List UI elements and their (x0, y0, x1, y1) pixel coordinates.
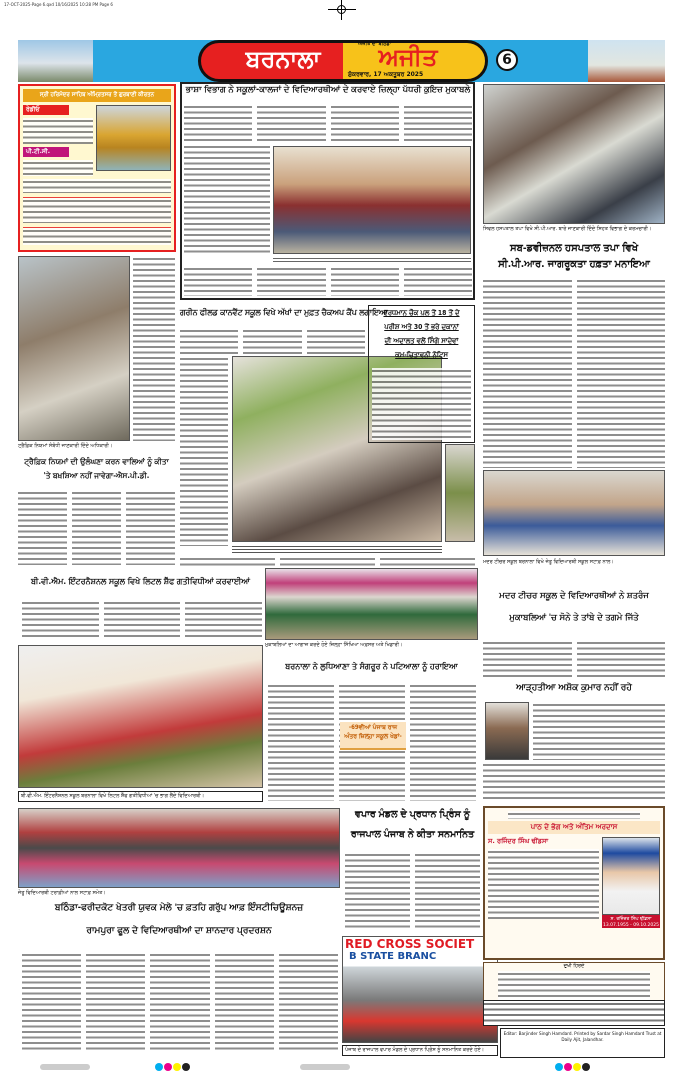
chess-photo (483, 470, 665, 556)
mourners-label: ਦੁਖੀ ਹਿਰਦੇ (563, 963, 585, 969)
shops-headline-3: ਦੀ ਅਦਾਲਤ ਵਲੋਂ ਸਿੰਗੇ ਸਾਦੇਵਾਂ (384, 337, 459, 345)
quiz-headline: ਭਾਸ਼ਾ ਵਿਭਾਗ ਨੇ ਸਕੂਲਾਂ-ਕਾਲਜਾਂ ਦੇ ਵਿਦਿਆਰਥੀਆਂ ਦੇ ਕਰਵਾਏ ਜ਼ਿਲ੍ਹਾ ਪੱਧਰੀ ਕੁਇਜ਼ ਮੁਕਾਬਲੇ (185, 85, 471, 95)
tower-photo (588, 40, 665, 82)
gurbani-title: ਸ੍ਰੀ ਹਰਿਮੰਦਰ ਸਾਹਿਬ ਅੰਮ੍ਰਿਤਸਰ ਤੋਂ ਗੁਰਬਾਣੀ ਕੀਰਤਨ (23, 89, 171, 102)
traffic-headline-2: 'ਤੇ ਬਖ਼ਸ਼ਿਆ ਨਹੀਂ ਜਾਵੇਗਾ-ਐਸ.ਪੀ.ਡੀ. (43, 471, 150, 480)
eye-camp-photo-2 (445, 444, 475, 542)
football-caption: ਮੁਕਾਬਲਿਆਂ ਦਾ ਆਗਾਜ਼ ਕਰਦੇ ਹੋਏ ਜ਼ਿਲ੍ਹਾ ਸਿੱਖਿਆ ਅਫ਼ਸਰ ਅਤੇ ਖਿਡਾਰੀ। (265, 642, 403, 648)
ad-photo-label: ਸ. ਰਜਿੰਦਰ ਸਿੰਘ ਢੀਂਡਸਾ (602, 915, 660, 923)
red-cross-photo (342, 936, 498, 1043)
shops-headline-2: ਪਰੀਸ਼ ਅਤੇ 30 ਤੋਂ ਭਰੇ ਦੁਕਾਨਾਂ (384, 323, 459, 331)
bvm-photo (18, 645, 263, 788)
cpr-headline-1: ਸਬ-ਡਵੀਜ਼ਨਲ ਹਸਪਤਾਲ ਤਪਾ ਵਿਖੇ (509, 243, 639, 254)
masthead-city: ਬਰਨਾਲਾ (245, 45, 321, 73)
masthead-date: ਸ਼ੁੱਕਰਵਾਰ, 17 ਅਕਤੂਬਰ 2025 (348, 71, 424, 78)
ad-portrait (602, 837, 660, 915)
traffic-photo (18, 256, 130, 441)
youth-fest-headline-2: ਰਾਮਪੁਰਾ ਫੂਲ ਦੇ ਵਿਦਿਆਰਥੀਆਂ ਦਾ ਸ਼ਾਨਦਾਰ ਪ੍ਰਦਰਸ਼ਨ (86, 926, 272, 936)
color-registration-bar (0, 1062, 677, 1072)
shops-headline-1: ਵਰਧਮਾਨ ਚੌਕ ਪੁਲ ਤੋਂ 18 ਤੋਂ ਦੇ (383, 309, 460, 317)
chess-caption: ਮਦਰ ਟੀਚਰ ਸਕੂਲ ਬਰਨਾਲਾ ਵਿਖੇ ਜੇਤੂ ਵਿਦਿਆਰਥੀ ਸਕੂਲ ਸਟਾਫ਼ ਨਾਲ। (483, 559, 614, 565)
bvm-caption: ਬੀ.ਵੀ.ਐਮ. ਇੰਟਰਨੈਸ਼ਨਲ ਸਕੂਲ ਬਰਨਾਲਾ ਵਿਖੇ ਲਿਟਲ ਸ਼ੈੱਫ ਗਤੀਵਿਧੀਆਂ 'ਚ ਭਾਗ ਲੈਂਦੇ ਵਿਦਿਆਰਥੀ। (18, 791, 263, 802)
inset-line-2: ਅੰਤਰ ਜ਼ਿਲ੍ਹਾ ਸਕੂਲ ਖੇਡਾਂ- (344, 732, 402, 740)
shops-headline-4: ਕਮ-ਚਿਤਾਵਨੀ ਨੋਟਿਸ (395, 351, 448, 359)
chess-headline-1: ਮਦਰ ਟੀਚਰ ਸਕੂਲ ਦੇ ਵਿਦਿਆਰਥੀਆਂ ਨੇ ਸ਼ਤਰੰਜ (499, 591, 649, 601)
traffic-caption: ਟ੍ਰੈਫ਼ਿਕ ਨਿਯਮਾਂ ਸੰਬੰਧੀ ਜਾਣਕਾਰੀ ਦਿੰਦੇ ਅਧਿਕਾਰੀ। (18, 443, 113, 449)
cpr-headline-2: ਸੀ.ਪੀ.ਆਰ. ਜਾਗਰੂਕਤਾ ਹਫ਼ਤਾ ਮਨਾਇਆ (498, 259, 650, 270)
inter-district-games-box (340, 722, 406, 750)
quiz-photo (273, 146, 471, 254)
ad-dates: 13.07.1955 - 09.10.2025 (602, 923, 659, 928)
gurbani-box (18, 84, 176, 252)
ptc-label: ਪੀ.ਟੀ.ਸੀ. (23, 147, 69, 157)
golden-temple-photo (96, 105, 171, 171)
masthead-paper: ਅਜੀਤ (378, 43, 438, 71)
football-team-photo (265, 568, 478, 640)
ashok-kumar-photo (485, 702, 529, 760)
youth-fest-photo (18, 808, 340, 888)
vapar-caption: ਪੰਜਾਬ ਦੇ ਰਾਜਪਾਲ ਵਪਾਰ ਮੰਡਲ ਦੇ ਪ੍ਰਧਾਨ ਪ੍ਰਿੰਸ ਨੂੰ ਸਨਮਾਨਿਤ ਕਰਦੇ ਹੋਏ। (342, 1045, 498, 1056)
registration-mark-icon (328, 0, 356, 20)
bvm-headline: ਬੀ.ਵੀ.ਐਮ. ਇੰਟਰਨੈਸ਼ਨਲ ਸਕੂਲ ਵਿਖੇ ਲਿਟਲ ਸ਼ੈੱਫ ਗਤੀਵਿਧੀਆਂ ਕਰਵਾਈਆਂ (30, 577, 251, 586)
traffic-headline-1: ਟ੍ਰੈਫ਼ਿਕ ਨਿਯਮਾਂ ਦੀ ਉਲੰਘਣਾ ਕਰਨ ਵਾਲਿਆਂ ਨੂੰ ਕੀਤਾ (24, 457, 169, 466)
vapar-headline-1: ਵਪਾਰ ਮੰਡਲ ਦੇ ਪ੍ਰਧਾਨ ਪ੍ਰਿੰਸ ਨੂੰ (355, 809, 470, 820)
banner-text-2: B STATE BRANC (349, 951, 437, 962)
chess-headline-2: ਮੁਕਾਬਲਿਆਂ 'ਚ ਸੋਨੇ ਤੇ ਤਾਂਬੇ ਦੇ ਤਗਮੇ ਜਿੱਤੇ (509, 613, 639, 623)
imprint (500, 1028, 665, 1058)
eye-camp-headline: ਗਰੀਨ ਫੀਲਡ ਕਾਨਵੈਂਟ ਸਕੂਲ ਵਿਖੇ ਅੱਖਾਂ ਦਾ ਮੁਫ਼ਤ ਚੈਕਅਪ ਕੈਂਪ ਲਗਾਇਆ (180, 308, 388, 317)
football-headline: ਬਰਨਾਲਾ ਨੇ ਲੁਧਿਆਣਾ ਤੇ ਸੰਗਰੂਰ ਨੇ ਪਟਿਆਲਾ ਨੂੰ ਹਰਾਇਆ (285, 662, 458, 671)
banner-text-1: RED CROSS SOCIET (345, 937, 475, 951)
inset-line-1: -69ਵੀਆਂ ਪੰਜਾਬ ਰਾਜ (348, 724, 398, 731)
ad-title: ਪਾਠ ਦੇ ਭੋਗ ਅਤੇ ਅੰਤਿਮ ਅਰਦਾਸ (488, 821, 660, 834)
cpr-photo (483, 84, 665, 224)
youth-fest-headline-1: ਬਠਿੰਡਾ-ਫਰੀਦਕੋਟ ਖੇਤਰੀ ਯੁਵਕ ਮੇਲੇ 'ਚ ਫ਼ਤਹਿ ਗਰੁੱਪ ਆਫ਼ ਇੰਸਟੀਚਿਊਸ਼ਨਜ਼ (54, 903, 304, 913)
print-slug: 17-OCT-2025-Page 6.qxd 10/16/2025 10:28 PM Page 6 (4, 2, 113, 7)
masthead-tagline: ਅਜੀਤ ਦਾ ਬਠਿੰਡਾ (358, 41, 392, 47)
gurdwara-photo (18, 40, 93, 82)
youth-fest-caption: ਜੇਤੂ ਵਿਦਿਆਰਥੀ ਟਰਾਫ਼ੀਆਂ ਨਾਲ ਸਟਾਫ਼ ਸਮੇਤ। (18, 890, 106, 896)
page-number: 6 (496, 49, 518, 71)
memorial-ad (483, 806, 665, 960)
imprint-text: Editor: Barjinder Singh Hamdard. Printed by Sardar Singh Hamdard Trust at Daily Ajit, Jalandhar. (503, 1031, 662, 1042)
cpr-caption: ਸਿਵਲ ਹਸਪਤਾਲ ਤਪਾ ਵਿਖੇ ਸੀ.ਪੀ.ਆਰ. ਬਾਰੇ ਜਾਣਕਾਰੀ ਦਿੰਦੇ ਸਿਹਤ ਵਿਭਾਗ ਦੇ ਕਰਮਚਾਰੀ। (483, 226, 652, 232)
masthead (18, 40, 665, 82)
radio-label: ਰੇਡੀਓ (23, 105, 69, 115)
obituary-headline: ਆੜ੍ਹਤੀਆ ਅਸ਼ੋਕ ਕੁਮਾਰ ਨਹੀਂ ਰਹੇ (516, 683, 632, 693)
vapar-headline-2: ਰਾਜਪਾਲ ਪੰਜਾਬ ਨੇ ਕੀਤਾ ਸਨਮਾਨਿਤ (350, 829, 475, 840)
ad-name: ਸ. ਰਜਿੰਦਰ ਸਿੰਘ ਢੀਂਡਸਾ (488, 837, 549, 845)
